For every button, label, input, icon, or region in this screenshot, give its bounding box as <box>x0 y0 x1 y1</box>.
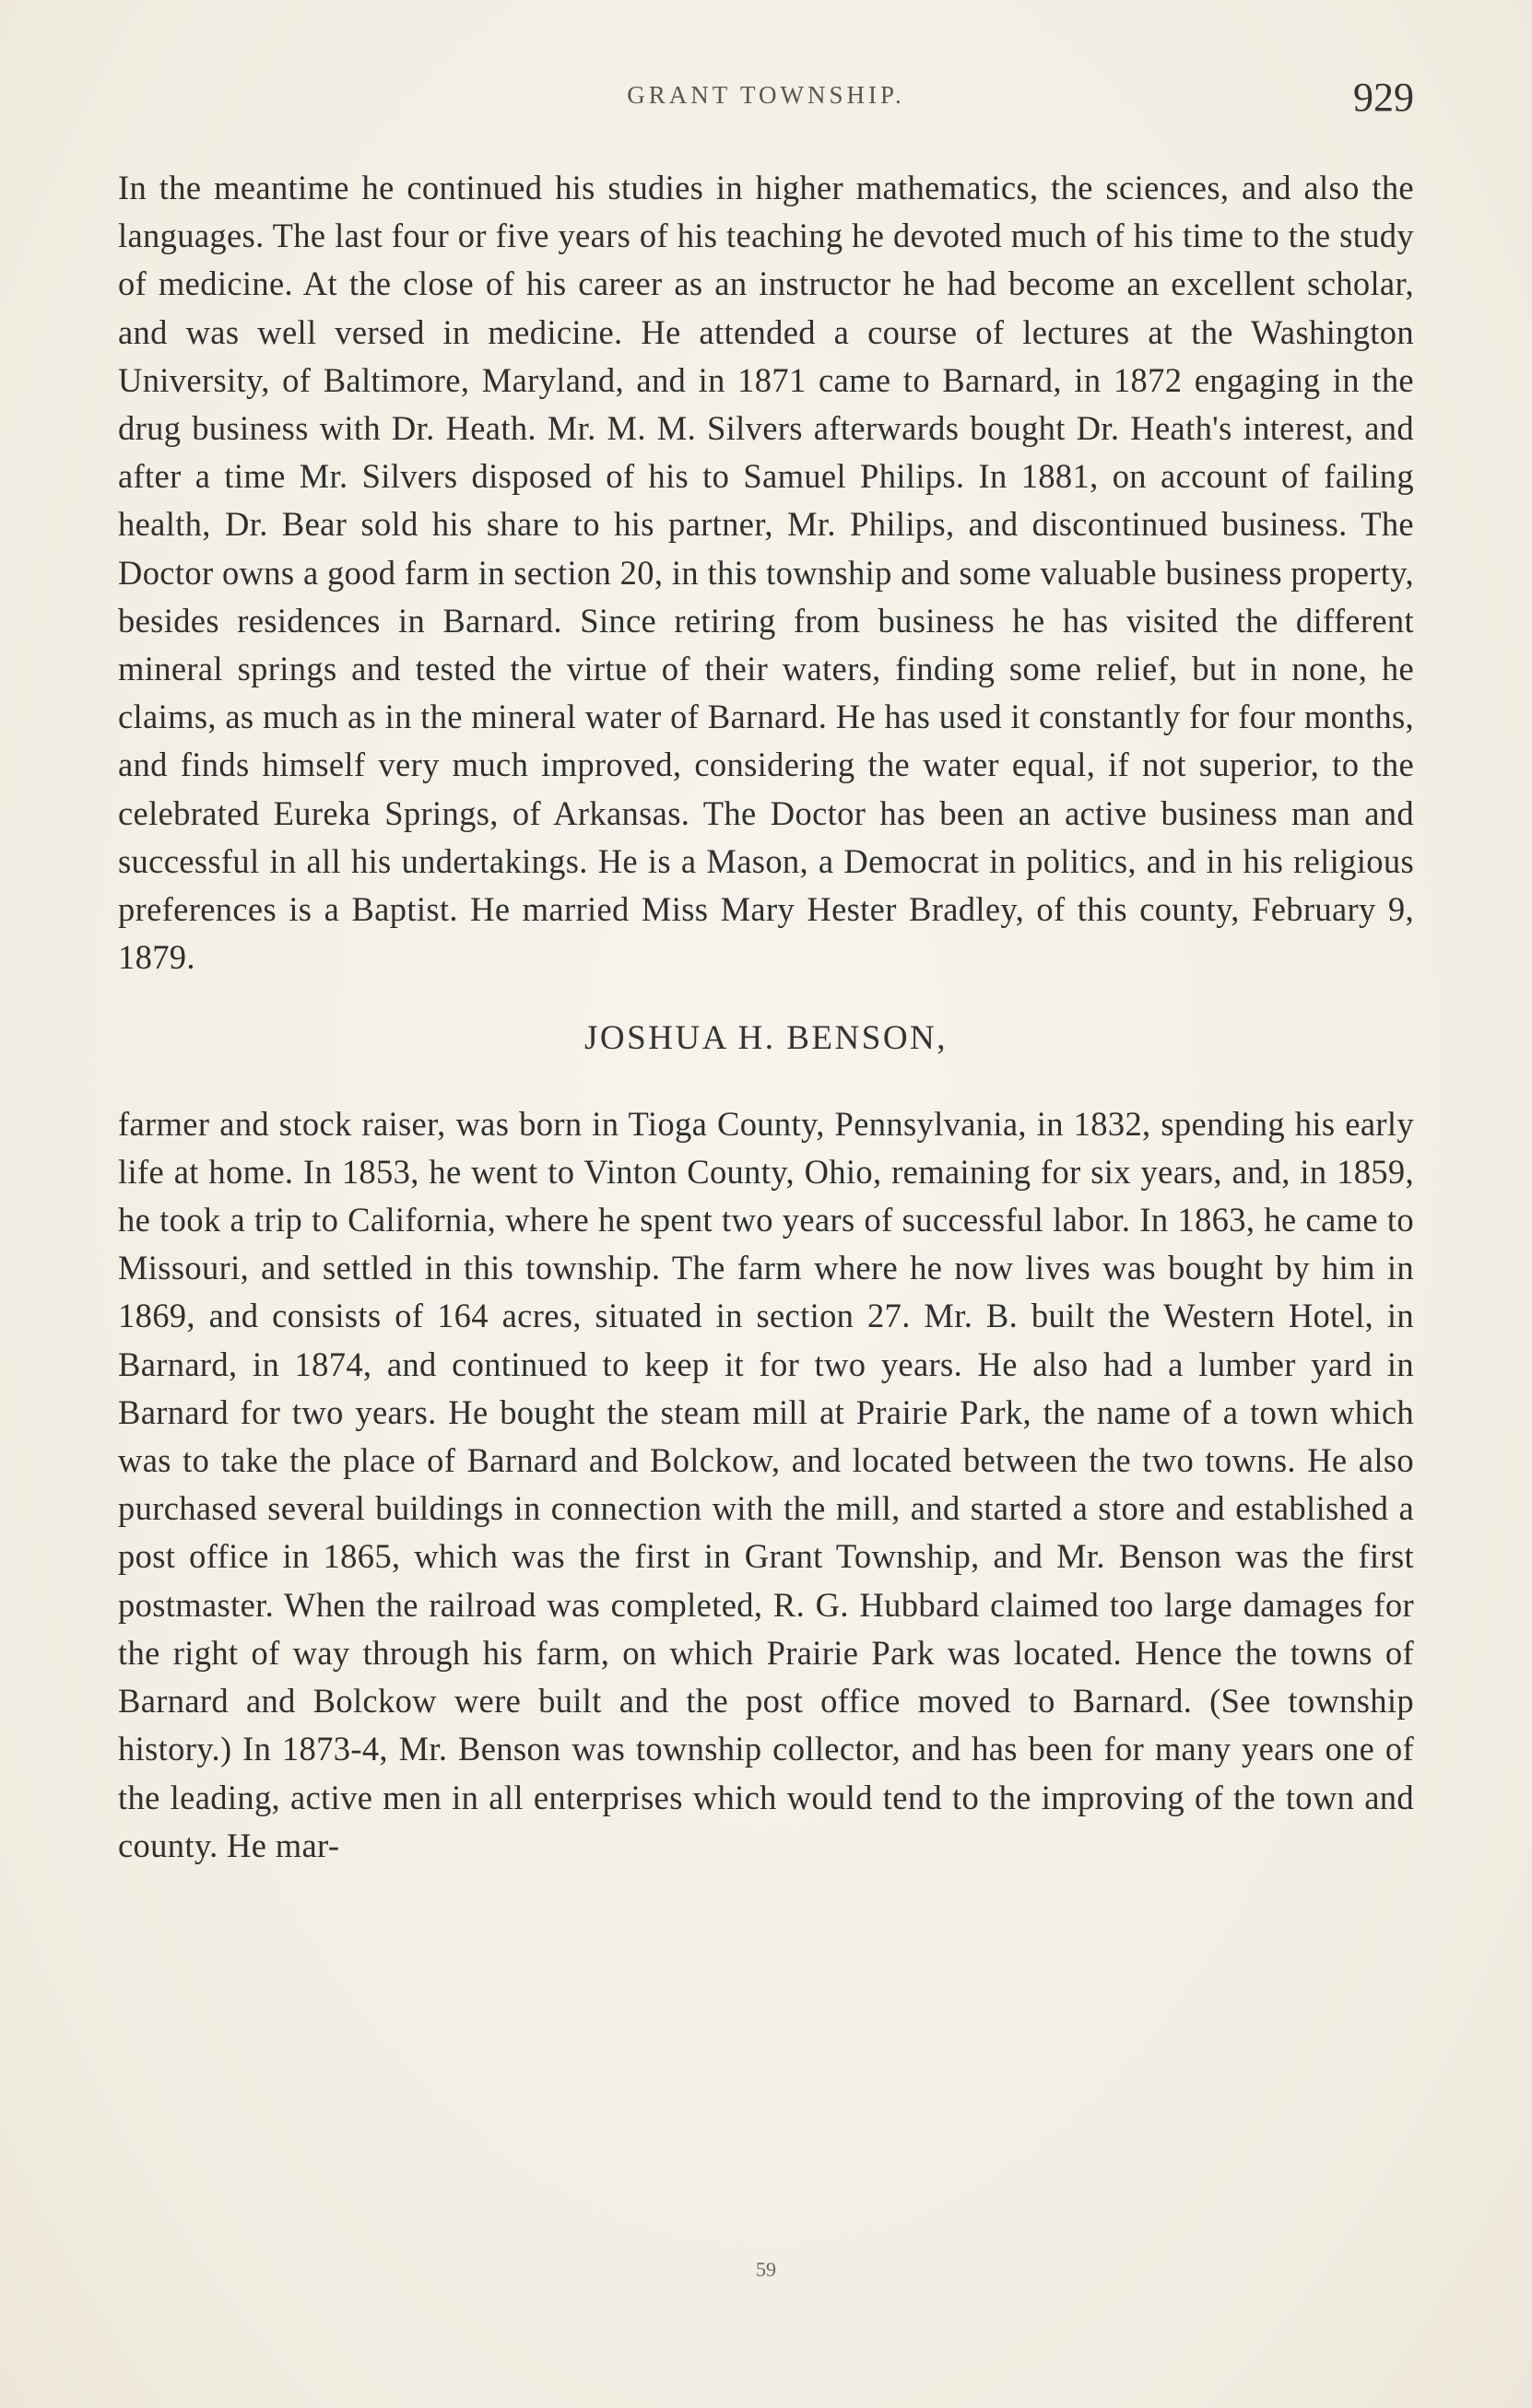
paragraph-bear-biography: In the meantime he continued his studies in higher mathematics, the sciences, and also the languages. The last four or five years of his teaching he devoted much of his time to the study of medicine. At the close of his career as an instructor he had become an excellent scholar, and was well versed in medicine. He attended a course of lectures at the Washington University, of Baltimore, Maryland, and in 1871 came to Barnard, in 1872 engaging in the drug business with Dr. Heath. Mr. M. M. Silvers afterwards bought Dr. Heath's interest, and after a time Mr. Silvers disposed of his to Samuel Philips. In 1881, on account of failing health, Dr. Bear sold his share to his partner, Mr. Philips, and discontinued business. The Doctor owns a good farm in section 20, in this township and some valuable business property, besides residences in Barnard. Since retiring from business he has visited the different mineral springs and tested the virtue of their waters, finding some relief, but in none, he claims, as much as in the mineral water of Barnard. He has used it constantly for four months, and finds himself very much improved, considering the water equal, if not superior, to the celebrated Eureka Springs, of Arkansas. The Doctor has been an active business man and successful in all his undertakings. He is a Mason, a Democrat in politics, and in his religious preferences is a Baptist. He married Miss Mary Hester Bradley, of this county, February 9, 1879. <box>118 169 1414 977</box>
signature-mark: 59 <box>756 2258 776 2281</box>
body-text <box>118 164 1414 1870</box>
page-header <box>0 74 1532 138</box>
running-head: GRANT TOWNSHIP. <box>627 81 905 109</box>
page-number: 929 <box>1353 75 1414 120</box>
paragraph-benson-biography: farmer and stock raiser, was born in Tioga County, Pennsylvania, in 1832, spending his early life at home. In 1853, he went to Vinton County, Ohio, remaining for six years, and, in 1859, he took a trip to California, where he spent two years of successful labor. In 1863, he came to Missouri, and settled in this township. The farm where he now lives was bought by him in 1869, and consists of 164 acres, situated in section 27. Mr. B. built the Western Hotel, in Barnard, in 1874, and continued to keep it for two years. He also had a lumber yard in Barnard for two years. He bought the steam mill at Prairie Park, the name of a town which was to take the place of Barnard and Bolckow, and located between the two towns. He also purchased several buildings in connection with the mill, and started a store and established a post office in 1865, which was the first in Grant Township, and Mr. Benson was the first postmaster. When the railroad was completed, R. G. Hubbard claimed too large damages for the right of way through his farm, on which Prairie Park was located. Hence the towns of Barnard and Bolckow were built and the post office moved to Barnard. (See township history.) In 1873-4, Mr. Benson was township collector, and has been for many years one of the leading, active men in all enterprises which would tend to the improving of the town and county. He mar- <box>118 1104 1414 1864</box>
section-heading-joshua-benson: JOSHUA H. BENSON, <box>583 1019 949 1058</box>
